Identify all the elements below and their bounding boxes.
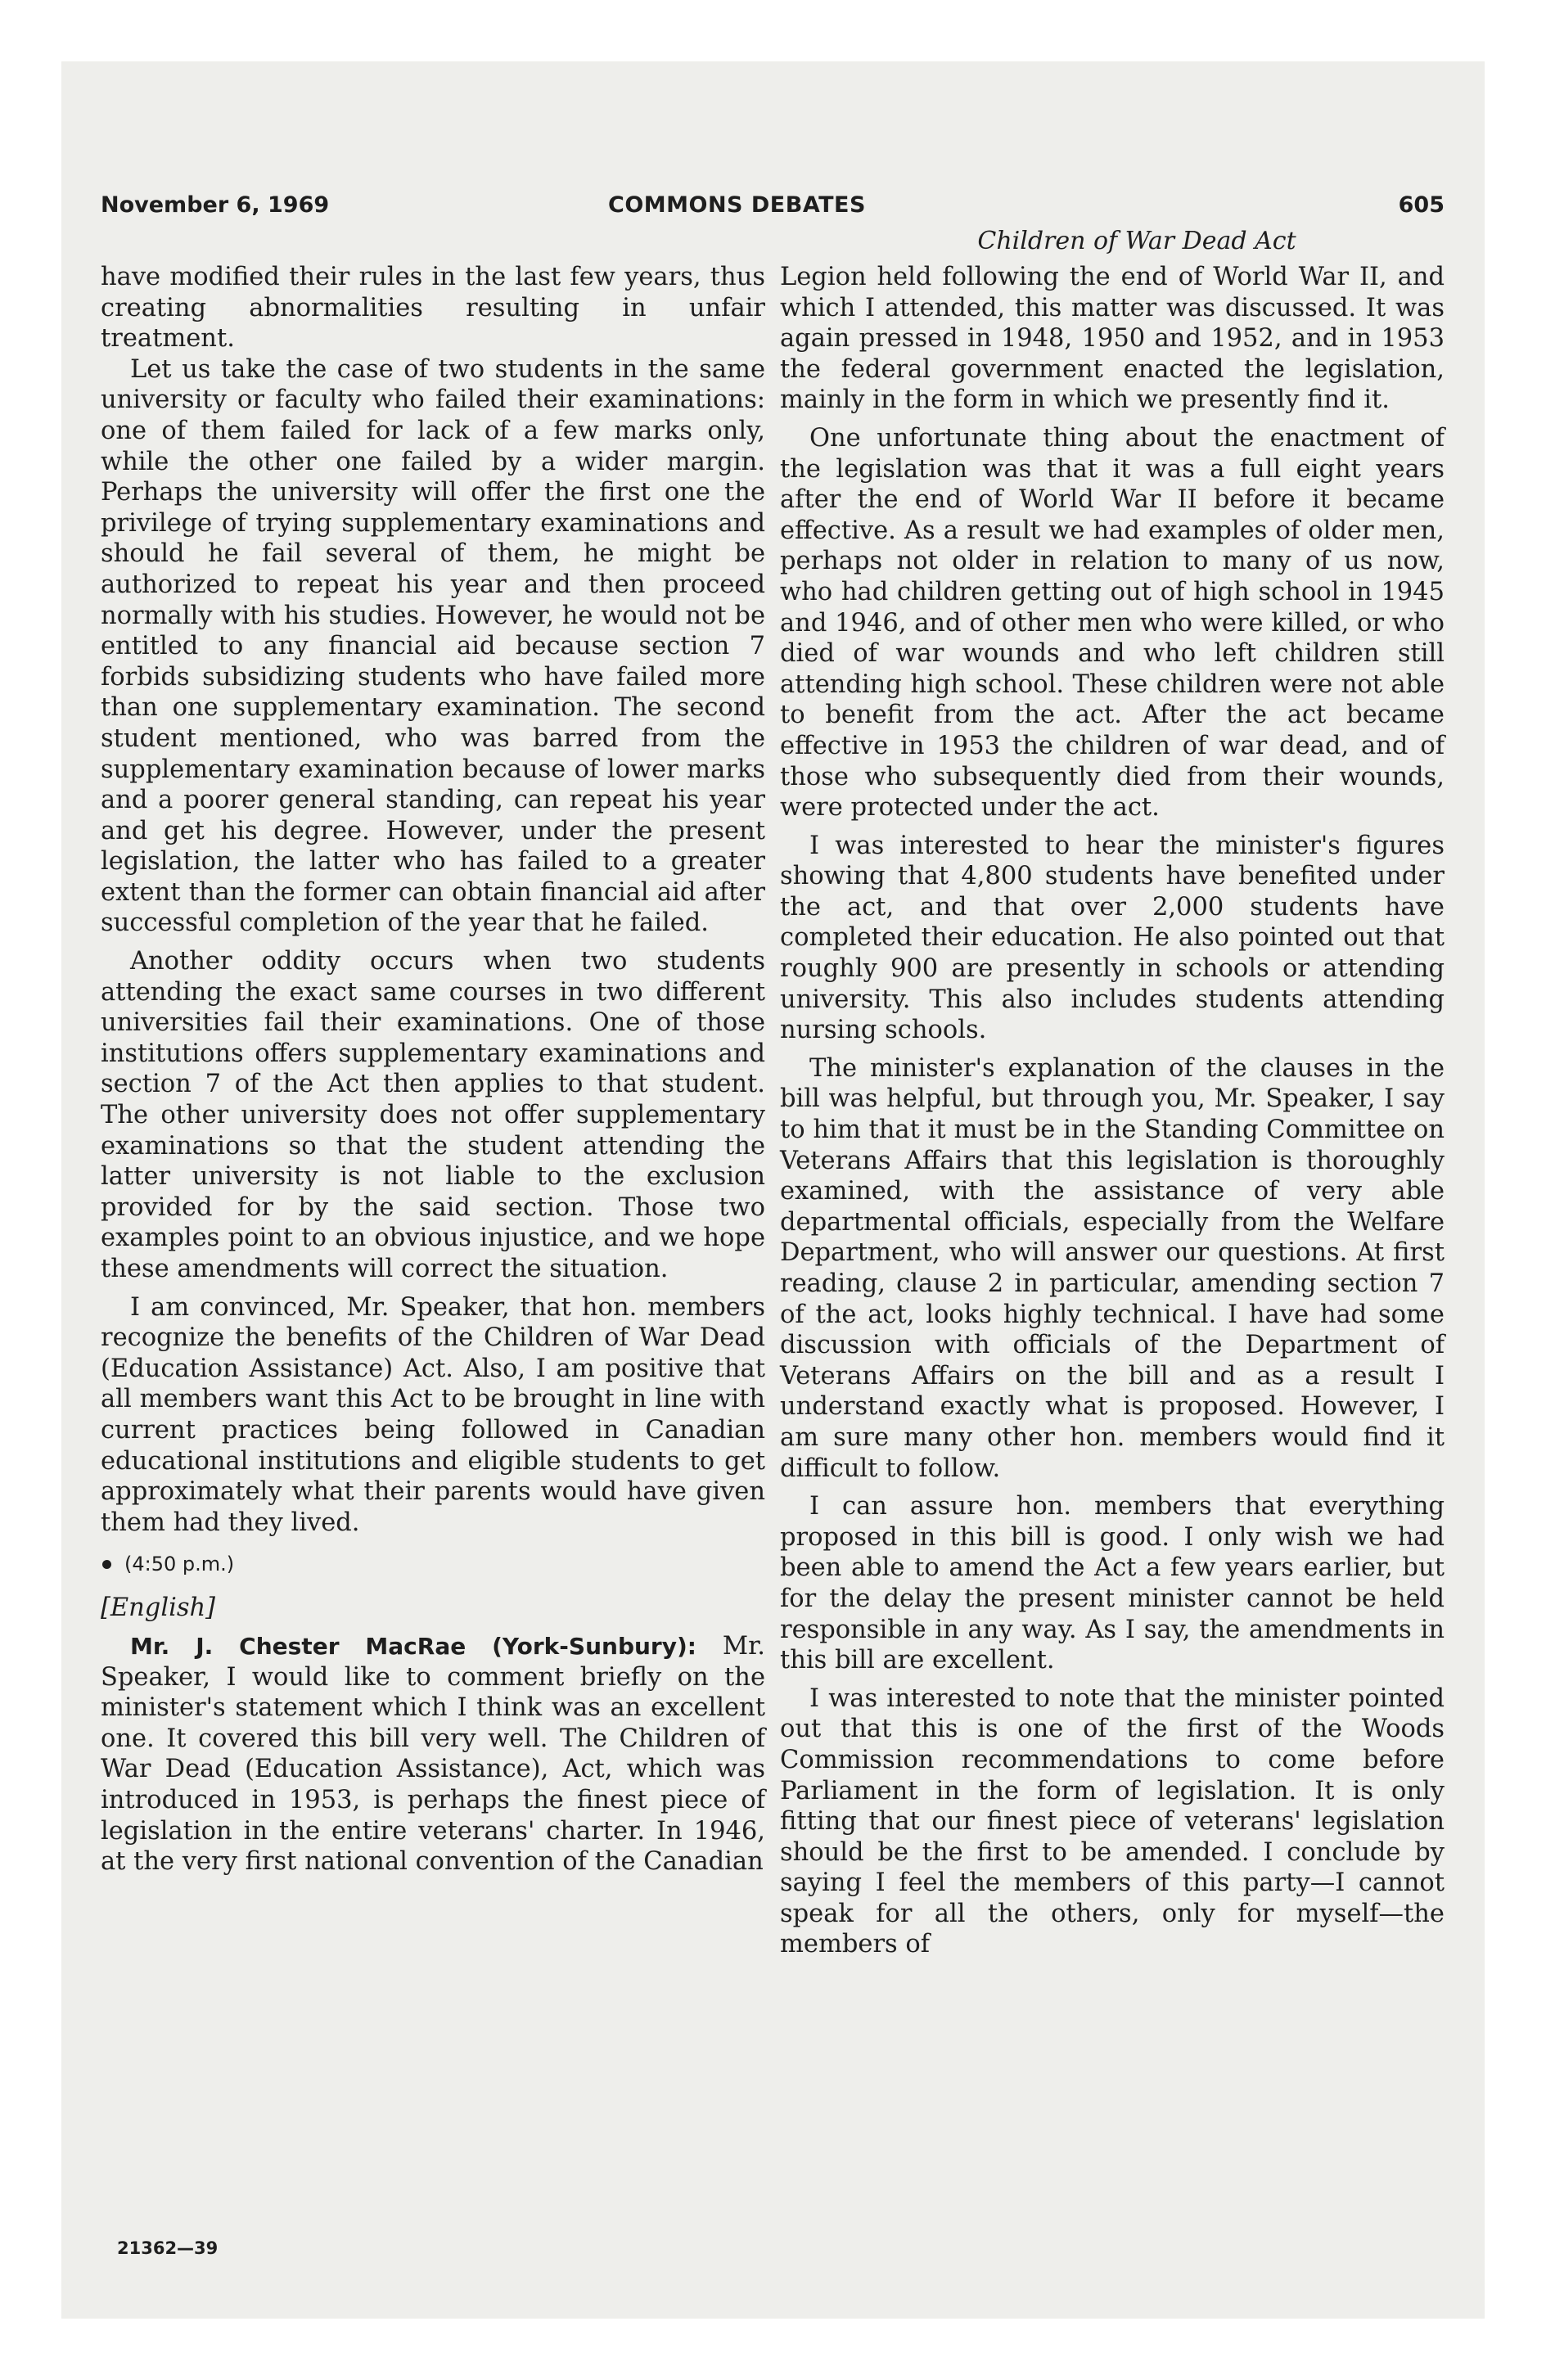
paragraph: The minister's explanation of the clauses in the bill was helpful, but through you, Mr. Speaker, I say to him that it must be in the Standing Committee on Veterans Affairs that this legislation is thoroughly examined, with the assistance of very able departmental officials, especially from the Welfare Department, who will answer our questions. At first reading, clause 2 in particular, amending section 7 of the act, looks highly technical. I have had some discussion with officials of the Department of Veterans Affairs on the bill and as a result I understand exactly what is proposed. However, I am sure many other hon. members would find it difficult to follow. (780, 1053, 1445, 1483)
page-number: 605 (1398, 192, 1445, 218)
timestamp-line (101, 1549, 765, 1580)
right-column (780, 262, 1445, 1960)
paragraph: I was interested to note that the minister pointed out that this is one of the first of the Woods Commission recommendations to come before Parliament in the form of legislation. It is only fitting that our finest piece of veterans' legislation should be the first to be amended. I conclude by saying I feel the members of this party—I cannot speak for all the others, only for myself—the members of (780, 1684, 1445, 1959)
printer-signature: 21362—39 (117, 2238, 219, 2258)
running-header (101, 192, 1445, 228)
paragraph: I am convinced, Mr. Speaker, that hon. members recognize the benefits of the Children of War Dead (Education Assistance) Act. Also, I am positive that all members want this Act to be brought in line with current practices being followed in Canadian educational institutions and eligible students to get approximately what their parents would have given them had they lived. (101, 1292, 765, 1537)
page-scan (61, 61, 1485, 2319)
speech-text: Mr. Speaker, I would like to comment briefly on the minister's statement which I think was an excellent one. It covered this bill very well. The Children of War Dead (Education Assistance), Act, which was introduced in 1953, is perhaps the finest piece of legislation in the entire veterans' charter. In 1946, at the very first national convention of the Canadian (101, 1631, 765, 1877)
paragraph: Let us take the case of two students in the same university or faculty who failed their examinations: one of them failed for lack of a few marks only, while the other one failed by a wider margin. Perhaps the university will offer the first one the privilege of trying supplementary examinations and should he fail several of them, he might be authorized to repeat his year and then proceed normally with his studies. However, he would not be entitled to any financial aid because section 7 forbids subsidizing students who have failed more than one supplementary examination. The second student mentioned, who was barred from the supplementary examination because of lower marks and a poorer general standing, can repeat his year and get his degree. However, under the present legislation, the latter who has failed to a greater extent than the former can obtain financial aid after successful completion of the year that he failed. (101, 354, 765, 938)
section-subtitle: Children of War Dead Act (977, 227, 1296, 255)
language-marker: [English] (101, 1593, 216, 1623)
header-publication: COMMONS DEBATES (608, 192, 866, 218)
paragraph: Legion held following the end of World War II, and which I attended, this matter was discussed. It was again pressed in 1948, 1950 and 1952, and in 1953 the federal government enacted the legislation, mainly in the form in which we presently find it. (780, 263, 1445, 415)
paragraph: Another oddity occurs when two students attending the exact same courses in two different universities fail their examinations. One of those institutions offers supplementary examinations and section 7 of the Act then applies to that student. The other university does not offer supplementary examinations so that the student attending the latter university is not liable to the exclusion provided for by the said section. Those two examples point to an obvious injustice, and we hope these amendments will correct the situation. (101, 947, 765, 1283)
paragraph: One unfortunate thing about the enactment of the legislation was that it was a full eight years after the end of World War II before it became effective. As a result we had examples of older men, perhaps not older in relation to many of us now, who had children getting out of high school in 1945 and 1946, and of other men who were killed, or who died of war wounds and who left children still attending high school. These children were not able to benefit from the act. After the act became effective in 1953 the children of war dead, and of those who subsequently died from their wounds, were protected under the act. (780, 423, 1445, 823)
paragraph: have modified their rules in the last few years, thus creating abnormalities resulting in unfair treatment. (101, 263, 765, 354)
timestamp: (4:50 p.m.) (124, 1553, 235, 1576)
speech-paragraph (101, 1631, 765, 1877)
left-column (101, 262, 765, 1877)
speaker-name: Mr. J. Chester MacRae (York-Sunbury): (130, 1632, 696, 1660)
paragraph: I was interested to hear the minister's figures showing that 4,800 students have benefited under the act, and that over 2,000 students have completed their education. He also pointed out that roughly 900 are presently in schools or attending university. This also includes students attending nursing schools. (780, 831, 1445, 1045)
bullet-icon (102, 1560, 111, 1569)
header-date: November 6, 1969 (101, 192, 330, 218)
page-content (101, 192, 1445, 2258)
paragraph: I can assure hon. members that everything proposed in this bill is good. I only wish we had been able to amend the Act a few years earlier, but for the delay the present minister cannot be held responsible in any way. As I say, the amendments in this bill are excellent. (780, 1492, 1445, 1675)
